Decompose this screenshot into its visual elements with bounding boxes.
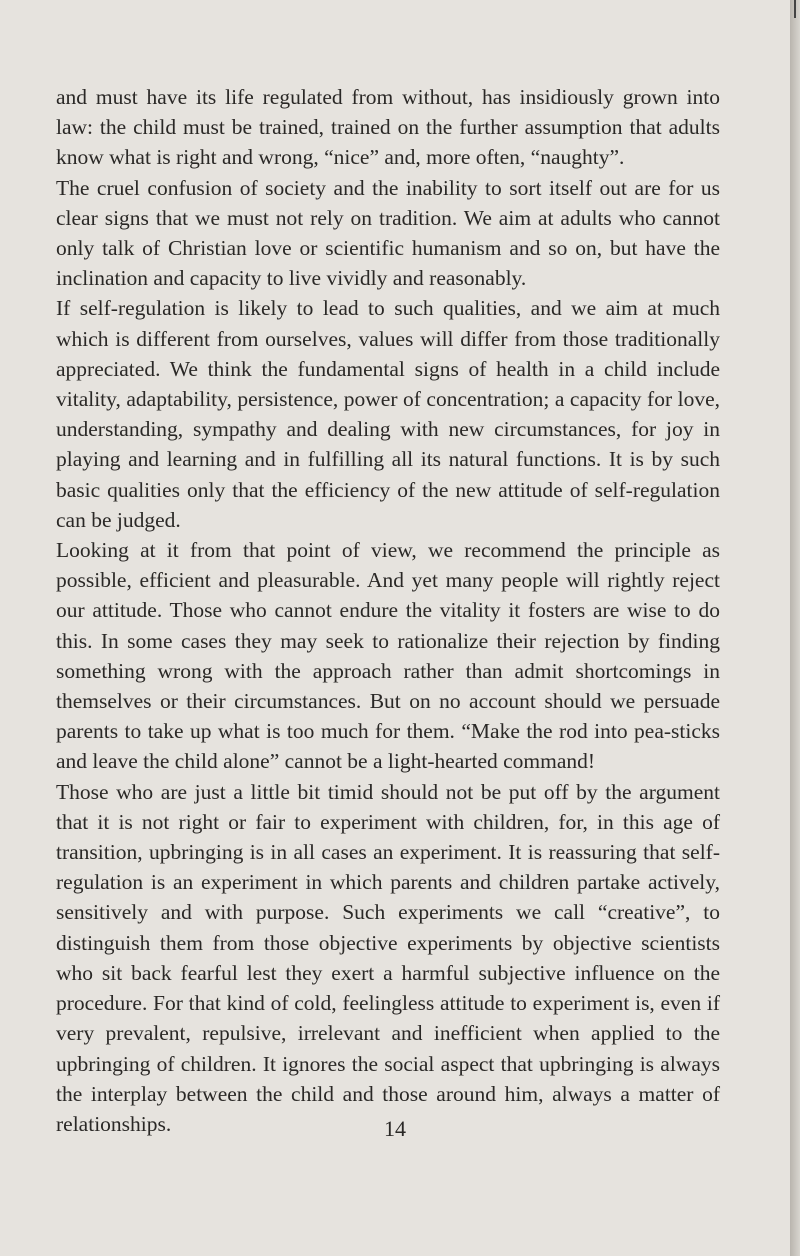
body-text <box>56 82 720 1139</box>
edge-mark <box>794 0 796 18</box>
page-edge <box>790 0 800 1256</box>
page-number: 14 <box>384 1116 406 1141</box>
paragraph-1: and must have its life regulated from without, has insidiously grown into law: the child must be trained, trained on the further assumption that adults know what is right and wrong, “nice” and, more often, “naughty”. <box>56 85 720 170</box>
paragraph-4: Looking at it from that point of view, we recommend the principle as possible, efficient and pleasurable. And yet many people will rightly reject our attitude. Those who cannot endure the vitality it fosters are wise to do this. In some cases they may seek to rationalize their rejection by finding something wrong with the approach rather than admit shortcomings in themselves or their circumstances. But on no account should we persuade parents to take up what is too much for them. “Make the rod into pea-sticks and leave the child alone” cannot be a light-hearted command! <box>56 538 720 774</box>
paragraph-3: If self-regulation is likely to lead to such qualities, and we aim at much which is different from ourselves, values will differ from those traditionally appreciated. We think the fundamental signs of health in a child include vitality, adaptability, persistence, power of concentration; a capacity for love, understanding, sympathy and dealing with new circumstances, for joy in playing and learning and in fulfilling all its natural functions. It is by such basic qualities only that the efficiency of the new attitude of self-regulation can be judged. <box>56 296 720 532</box>
paragraph-2: The cruel confusion of society and the inability to sort itself out are for us clear signs that we must not rely on tradition. We aim at adults who cannot only talk of Christian love or scientific humanism and so on, but have the inclination and capacity to live vividly and reasonably. <box>56 175 720 291</box>
paragraph-5: Those who are just a little bit timid should not be put off by the argument that it is not right or fair to experiment with children, for, in this age of transition, upbringing is in all cases an experiment. It is reassuring that self-regulation is an experiment in which parents and children partake actively, sensitively and with purpose. Such experiments we call “creative”, to distinguish them from those objective experiments by objective scientists who sit back fearful lest they exert a harmful subjective influence on the procedure. For that kind of cold, feelingless attitude to experiment is, even if very prevalent, repulsive, irrelevant and inefficient when applied to the upbringing of children. It ignores the social aspect that upbringing is always the interplay between the child and those around him, always a matter of relationships. <box>56 779 720 1136</box>
